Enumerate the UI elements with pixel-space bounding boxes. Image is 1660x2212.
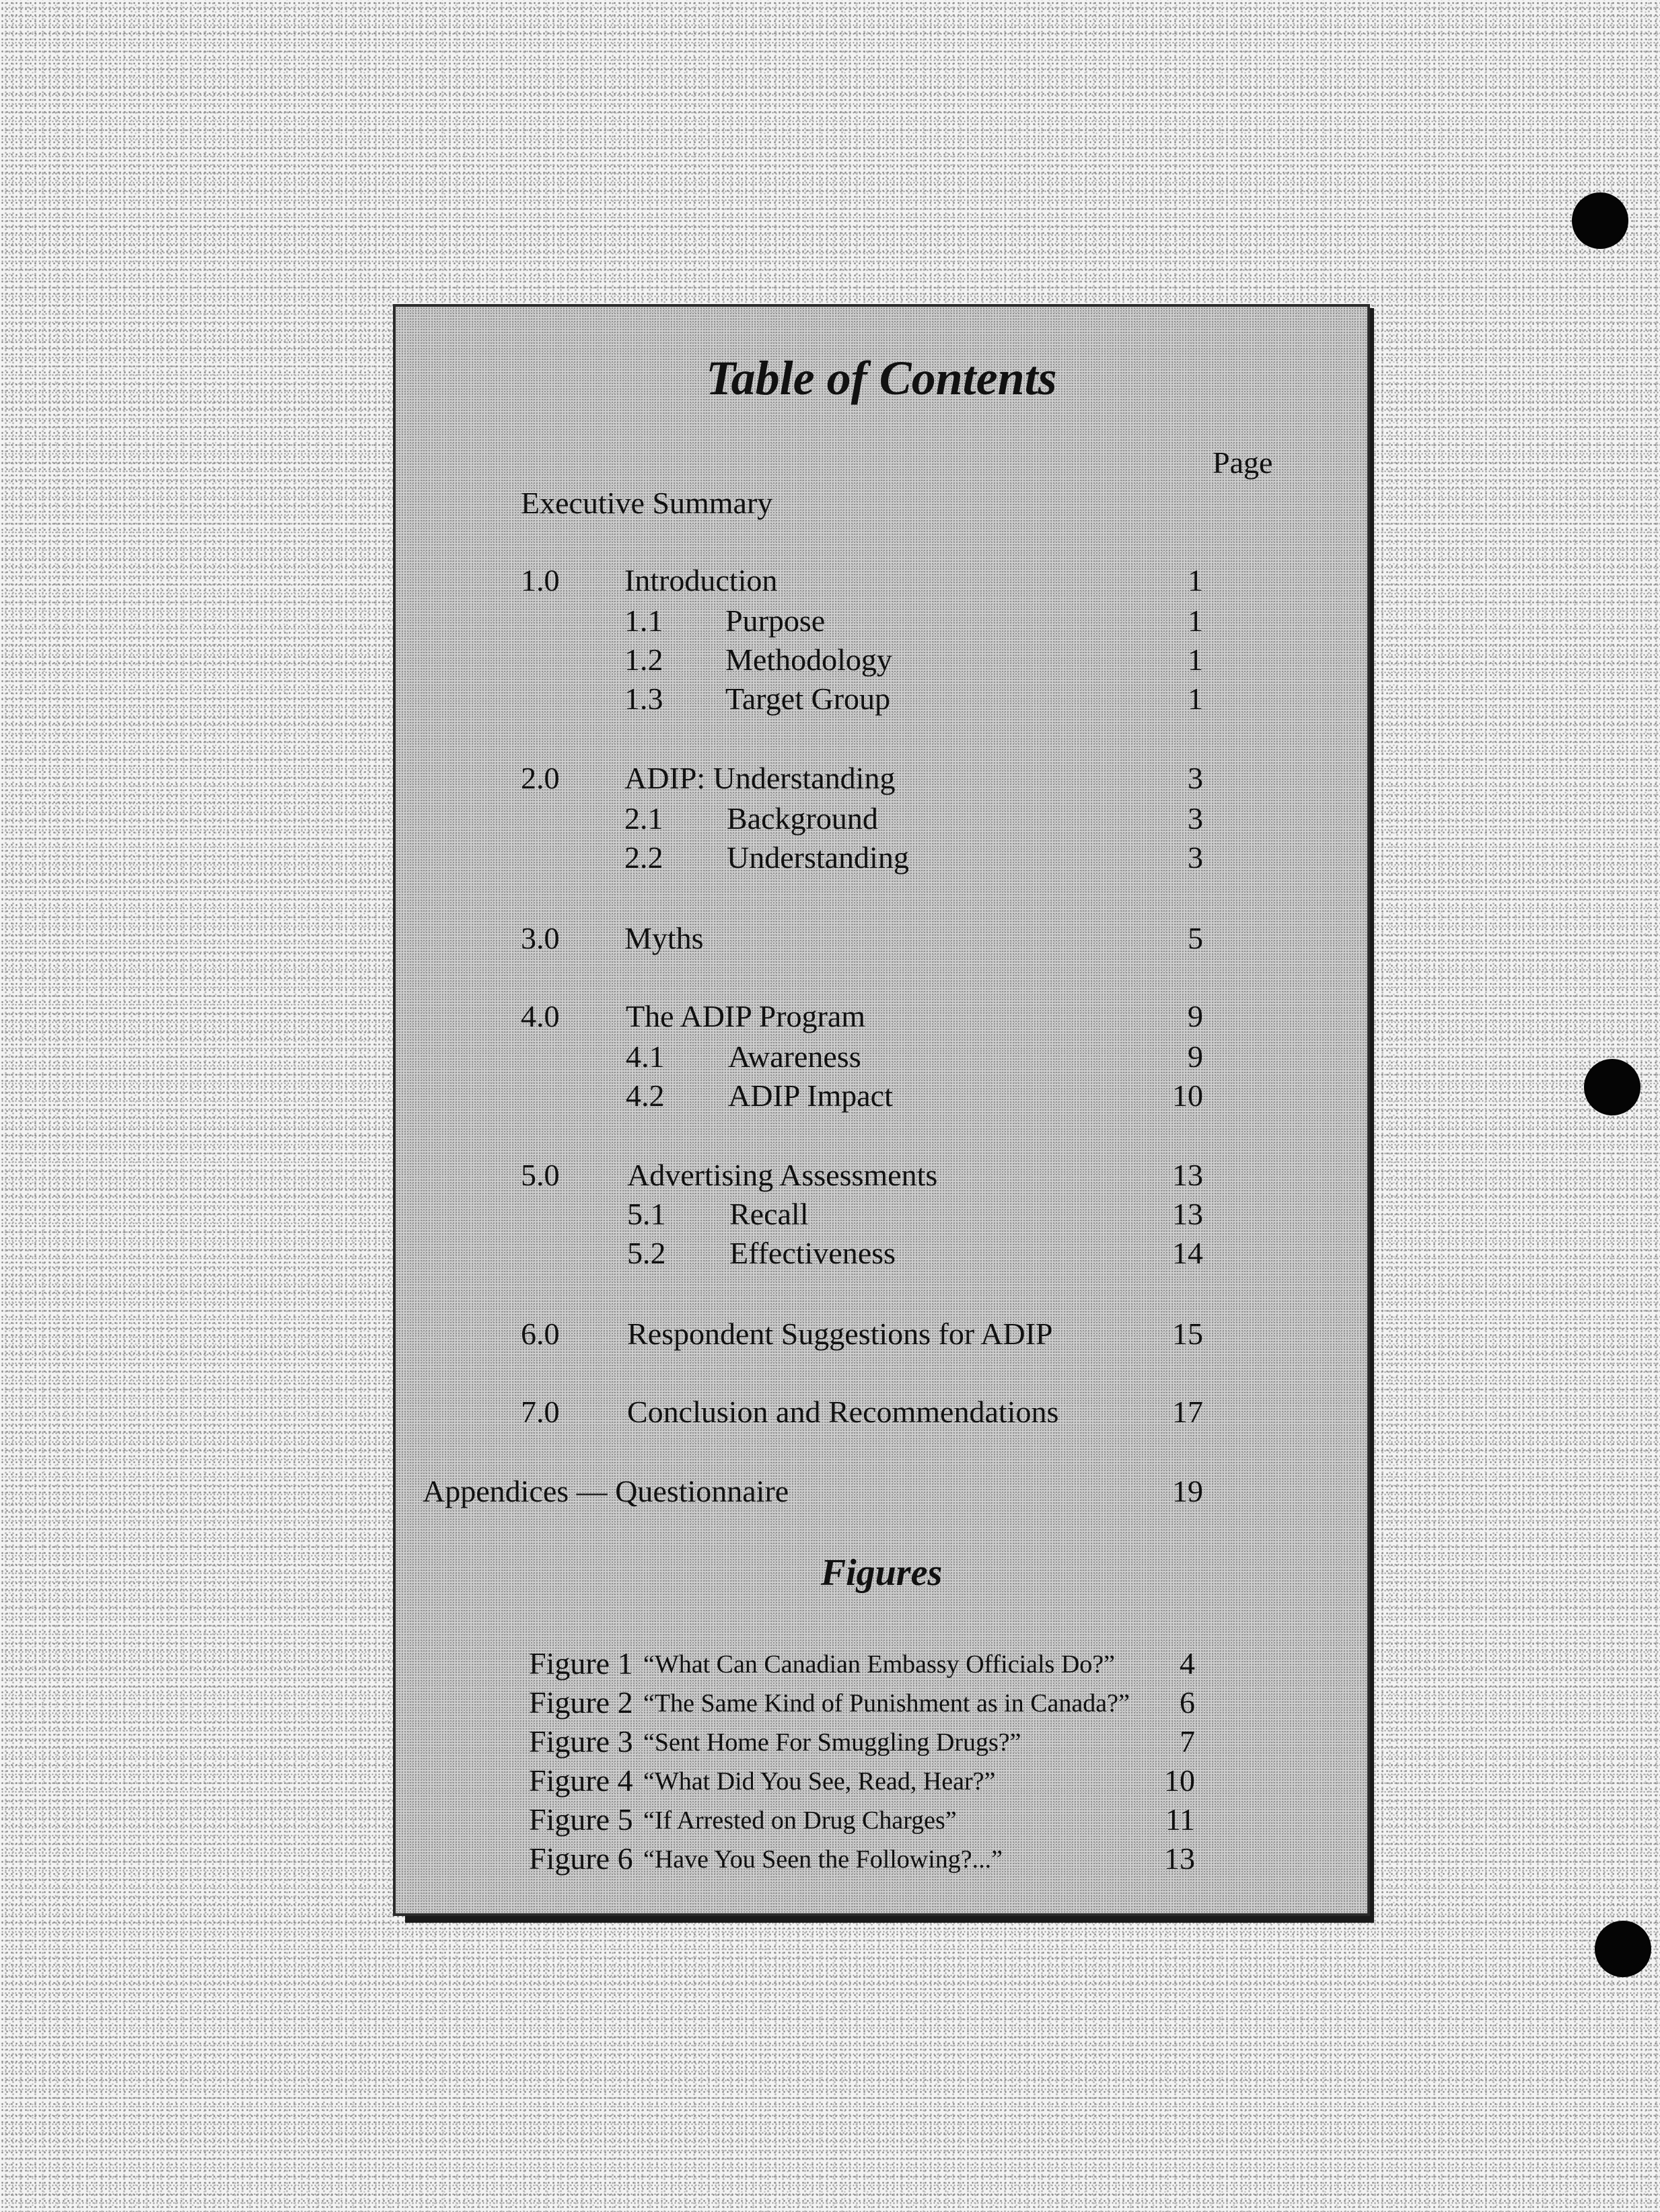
section-page: 17 (1172, 1395, 1203, 1429)
subsection-page: 10 (1172, 1078, 1203, 1113)
figure-label: Figure 4 (529, 1763, 633, 1798)
subsection-number: 4.1 (626, 1039, 665, 1074)
figure-page: 13 (1164, 1841, 1195, 1876)
figure-page: 10 (1164, 1763, 1195, 1798)
subsection-title: Target Group (725, 681, 891, 716)
appendices-page: 19 (1172, 1474, 1203, 1508)
toc-panel (393, 304, 1370, 1916)
subsection-number: 5.1 (627, 1197, 666, 1231)
figures-heading: Figures (820, 1552, 943, 1594)
subsection-page: 1 (1188, 603, 1203, 638)
executive-summary-entry: Executive Summary (521, 486, 773, 520)
section-title: The ADIP Program (626, 999, 866, 1033)
page-title: Table of Contents (706, 351, 1057, 405)
subsection-number: 1.1 (624, 603, 663, 638)
figure-page: 7 (1180, 1724, 1195, 1759)
section-number: 7.0 (521, 1395, 560, 1429)
figure-caption: “What Did You See, Read, Hear?” (643, 1767, 996, 1796)
section-number: 1.0 (521, 563, 560, 597)
section-page: 3 (1188, 761, 1203, 795)
subsection-number: 2.2 (624, 840, 663, 875)
subsection-page: 13 (1172, 1197, 1203, 1231)
section-page: 9 (1188, 999, 1203, 1033)
figure-caption: “Sent Home For Smuggling Drugs?” (643, 1728, 1021, 1757)
section-number: 6.0 (521, 1317, 560, 1351)
section-title: Conclusion and Recommendations (627, 1395, 1059, 1429)
appendices-entry: Appendices — Questionnaire (423, 1474, 789, 1508)
section-title: Myths (624, 921, 704, 955)
figure-caption: “If Arrested on Drug Charges” (643, 1806, 957, 1835)
subsection-title: Recall (729, 1197, 809, 1231)
punch-hole-bottom (1595, 1921, 1651, 1977)
section-title: Introduction (624, 563, 778, 597)
section-number: 4.0 (521, 999, 560, 1033)
punch-hole-top (1572, 192, 1628, 249)
figure-page: 4 (1180, 1646, 1195, 1681)
subsection-number: 2.1 (624, 801, 663, 836)
figure-label: Figure 5 (529, 1802, 633, 1837)
figure-caption: “The Same Kind of Punishment as in Canada?” (643, 1689, 1130, 1718)
subsection-page: 14 (1172, 1236, 1203, 1270)
subsection-title: Awareness (728, 1039, 861, 1074)
section-page: 5 (1188, 921, 1203, 955)
subsection-title: Methodology (725, 642, 892, 677)
section-number: 2.0 (521, 761, 560, 795)
subsection-page: 3 (1188, 840, 1203, 875)
section-page: 13 (1172, 1158, 1203, 1192)
subsection-number: 1.3 (624, 681, 663, 716)
subsection-page: 9 (1188, 1039, 1203, 1074)
subsection-page: 1 (1188, 642, 1203, 677)
figure-label: Figure 1 (529, 1646, 633, 1681)
figure-page: 6 (1180, 1685, 1195, 1720)
section-title: ADIP: Understanding (624, 761, 896, 795)
subsection-title: Effectiveness (729, 1236, 896, 1270)
section-page: 1 (1188, 563, 1203, 597)
page-column-header: Page (1213, 445, 1273, 480)
section-page: 15 (1172, 1317, 1203, 1351)
subsection-title: Purpose (725, 603, 826, 638)
figure-label: Figure 6 (529, 1841, 633, 1876)
figure-page: 11 (1165, 1802, 1195, 1837)
section-title: Respondent Suggestions for ADIP (627, 1317, 1053, 1351)
section-title: Advertising Assessments (627, 1158, 938, 1192)
subsection-title: Understanding (727, 840, 909, 875)
punch-hole-middle (1584, 1059, 1640, 1115)
figure-label: Figure 2 (529, 1685, 633, 1720)
figure-label: Figure 3 (529, 1724, 633, 1759)
figure-caption: “Have You Seen the Following?...” (643, 1845, 1003, 1874)
subsection-title: ADIP Impact (728, 1078, 893, 1113)
subsection-title: Background (727, 801, 878, 836)
subsection-page: 1 (1188, 681, 1203, 716)
subsection-page: 3 (1188, 801, 1203, 836)
figure-caption: “What Can Canadian Embassy Officials Do?” (643, 1650, 1116, 1679)
subsection-number: 5.2 (627, 1236, 666, 1270)
section-number: 3.0 (521, 921, 560, 955)
subsection-number: 4.2 (626, 1078, 665, 1113)
section-number: 5.0 (521, 1158, 560, 1192)
subsection-number: 1.2 (624, 642, 663, 677)
